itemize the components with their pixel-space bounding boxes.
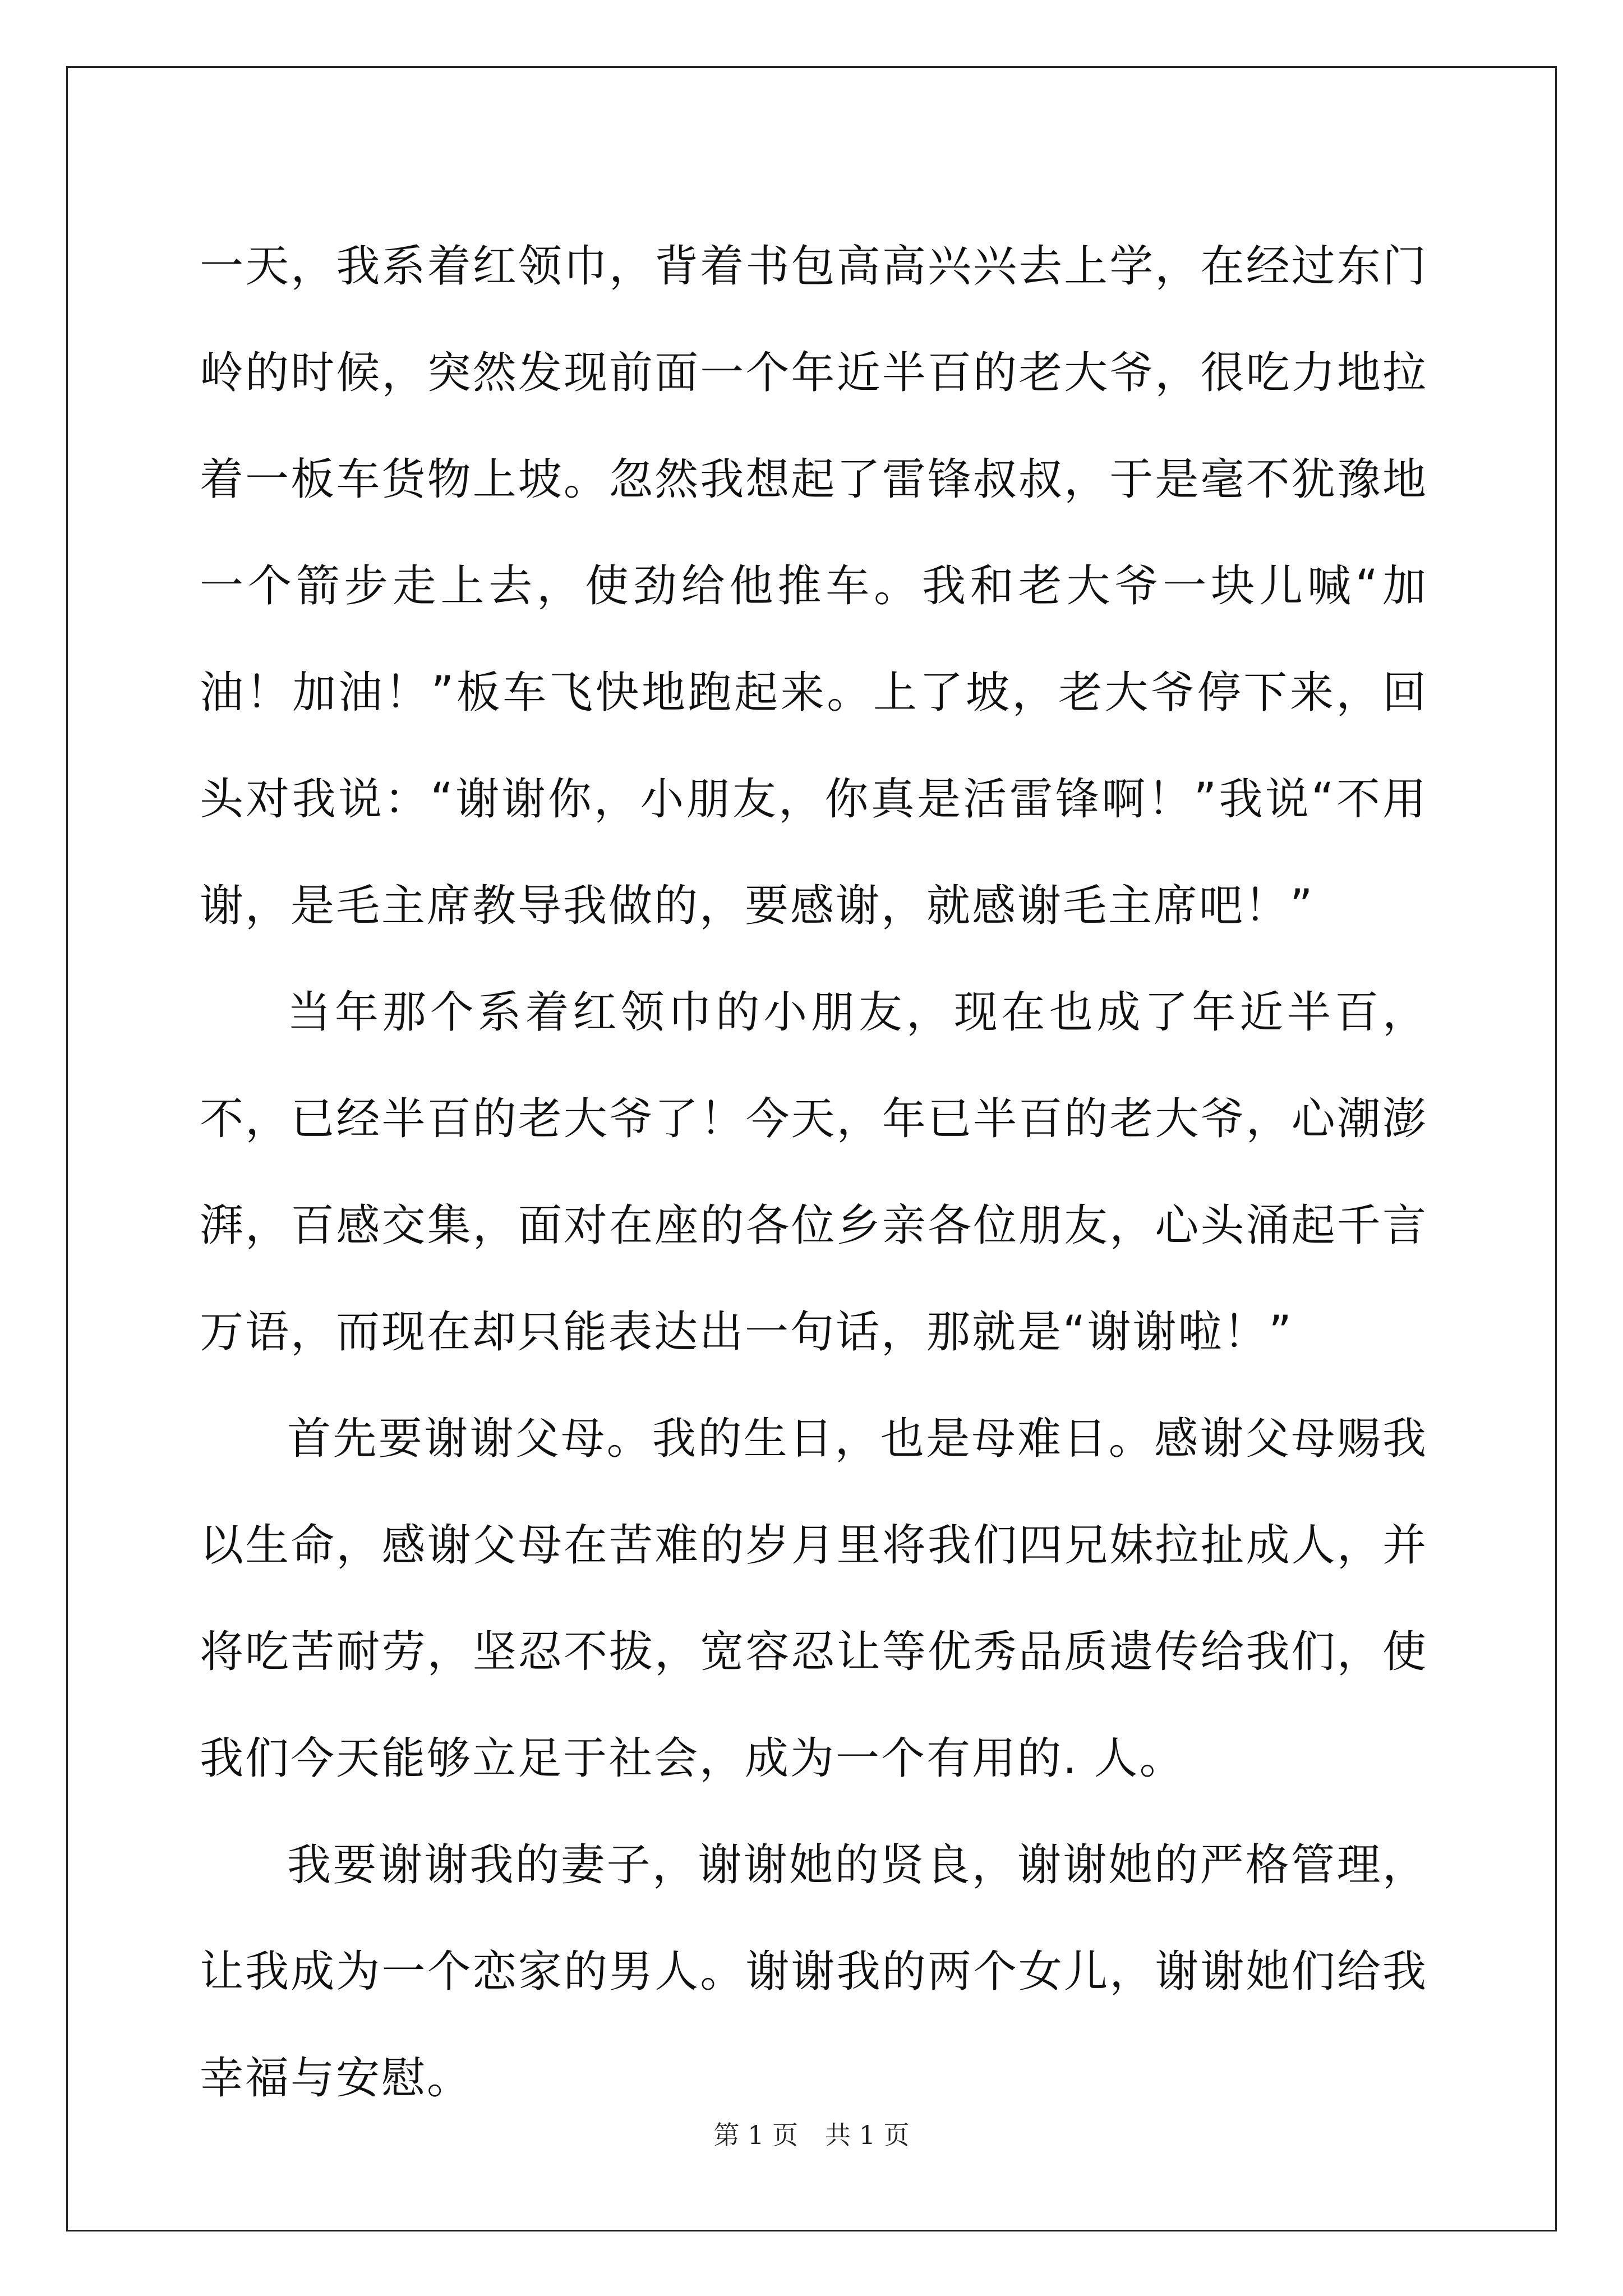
paragraph-3: 首先要谢谢父母。我的生日，也是母难日。感谢父母赐我以生命，感谢父母在苦难的岁月里将我们四兄妹拉扯成人，并将吃苦耐劳，坚忍不拔，宽容忍让等优秀品质遗传给我们，使我们今天能够立足于社会，成为一个有用的. 人。 — [200, 1414, 1428, 1784]
paragraph-2: 当年那个系着红领巾的小朋友，现在也成了年近半百，不，已经半百的老大爷了！今天，年已半百的老大爷，心潮澎湃，百感交集，面对在座的各位乡亲各位朋友，心头涌起千言万语，而现在却只能表达出一句话，那就是“谢谢啦！” — [200, 987, 1428, 1358]
document-body — [200, 213, 1428, 2132]
page-footer — [0, 2115, 1623, 2152]
page-total: 共 1 页 — [825, 2120, 910, 2150]
paragraph-4: 我要谢谢我的妻子，谢谢她的贤良，谢谢她的严格管理，让我成为一个恋家的男人。谢谢我的两个女儿，谢谢她们给我幸福与安慰。 — [200, 1840, 1428, 2104]
paragraph-1: 一天，我系着红领巾，背着书包高高兴兴去上学，在经过东门岭的时候，突然发现前面一个年近半百的老大爷，很吃力地拉着一板车货物上坡。忽然我想起了雷锋叔叔，于是毫不犹豫地一个箭步走上去，使劲给他推车。我和老大爷一块儿喊“加油！加油！”板车飞快地跑起来。上了坡，老大爷停下来，回头对我说：“谢谢你，小朋友，你真是活雷锋啊！”我说“不用谢，是毛主席教导我做的，要感谢，就感谢毛主席吧！” — [200, 241, 1428, 931]
page-number: 第 1 页 — [713, 2120, 798, 2150]
